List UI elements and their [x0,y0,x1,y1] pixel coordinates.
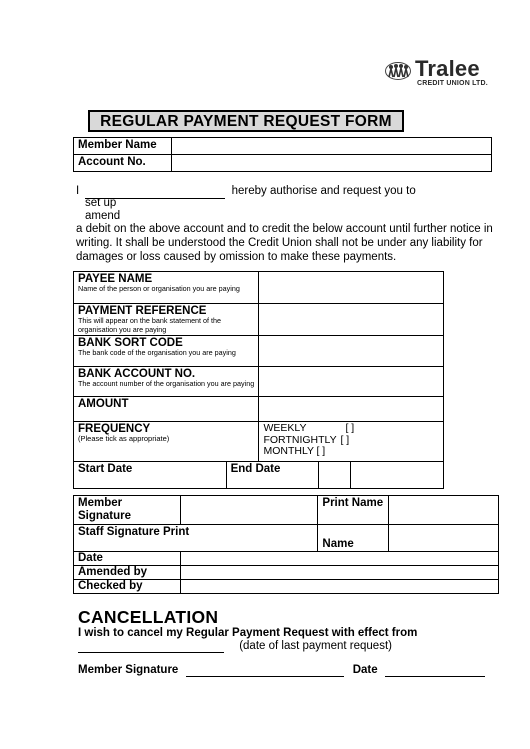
frequency-hint: (Please tick as appropriate) [78,434,170,444]
date-label: Date [74,552,181,566]
sort-code-field[interactable] [259,336,444,367]
payment-reference-cell [74,304,259,336]
frequency-label: FREQUENCY [78,423,151,436]
account-no-label: Account No. [74,155,172,172]
member-signature-label: Member Signature [74,496,181,525]
cancellation-date-label: Date [352,664,378,676]
frequency-cell [74,422,259,462]
cancellation-heading: CANCELLATION [78,607,219,627]
authorise-body: a debit on the above account and to credit the below account until further notice in writing. It shall be understood the Credit Union shall not be under any liability for damages or loss caused by omission to make these payments. [76,223,493,263]
logo-subtitle: CREDIT UNION LTD. [417,80,488,87]
frequency-fortnightly[interactable]: FORTNIGHTLY [ ] [263,433,350,446]
start-end-date-field-1[interactable] [319,462,351,489]
payee-name-hint: Name of the person or organisation you are paying [78,284,240,293]
bank-account-label: BANK ACCOUNT NO. [78,368,196,381]
logo-people-icon [385,60,411,80]
checked-by-label: Checked by [74,580,181,594]
amount-label: AMOUNT [74,397,259,422]
start-end-date-field-2[interactable] [351,462,444,489]
cancellation-date-field[interactable] [78,640,224,653]
cancellation-signature-line [78,664,485,677]
staff-signature-label: Staff Signature Print [74,525,318,552]
authorise-prefix: I [76,185,80,197]
cancellation-signature-label: Member Signature [78,664,179,676]
sort-code-hint: The bank code of the organisation you are paying [78,348,236,358]
bank-account-field[interactable] [259,367,444,397]
sort-code-label: BANK SORT CODE [78,337,183,350]
bank-account-hint: The account number of the organisation you are paying [78,379,255,389]
member-details-table [73,137,492,172]
signature-table [73,495,499,594]
end-date-label: End Date [226,462,319,489]
option-set-up[interactable]: set up [85,197,117,209]
frequency-weekly[interactable]: WEEKLY [ ] [263,422,355,435]
cancellation-text: I wish to cancel my Regular Payment Request with effect from [78,627,418,639]
start-date-label: Start Date [74,462,227,489]
payee-name-cell [74,272,259,304]
form-title: REGULAR PAYMENT REQUEST FORM [88,110,404,132]
amended-by-label: Amended by [74,566,181,580]
payment-reference-hint: This will appear on the bank statement of the organisation you are paying [78,316,222,334]
staff-name-label: Name [318,525,389,552]
print-name-label: Print Name [318,496,389,525]
payment-reference-field[interactable] [259,304,444,336]
authorise-line [76,184,496,199]
member-name-label: Member Name [74,138,172,155]
cancellation-sign-date-field[interactable] [385,664,485,677]
staff-name-field[interactable] [389,525,499,552]
frequency-options [259,422,444,462]
payee-name-label: PAYEE NAME [78,273,153,285]
logo-name: Tralee [415,56,480,81]
payee-details-table [73,271,444,489]
payment-reference-label: PAYMENT REFERENCE [78,305,207,317]
option-amend[interactable]: amend [85,210,121,222]
account-no-field[interactable] [171,155,491,172]
amount-field[interactable] [259,397,444,422]
bank-account-cell [74,367,259,397]
member-signature-field[interactable] [180,496,318,525]
payee-name-field[interactable] [259,272,444,304]
member-name-field[interactable] [171,138,491,155]
cancellation-signature-field[interactable] [186,664,344,677]
cancellation-date-hint: (date of last payment request) [239,640,392,652]
cancellation-date-line [78,640,392,653]
credit-union-logo [385,56,495,96]
date-field[interactable] [180,552,498,566]
amended-by-field[interactable] [180,566,498,580]
frequency-monthly[interactable]: MONTHLY [ ] [263,445,326,458]
authorise-suffix: hereby authorise and request you to [231,185,416,197]
print-name-field[interactable] [389,496,499,525]
checked-by-field[interactable] [180,580,498,594]
sort-code-cell [74,336,259,367]
